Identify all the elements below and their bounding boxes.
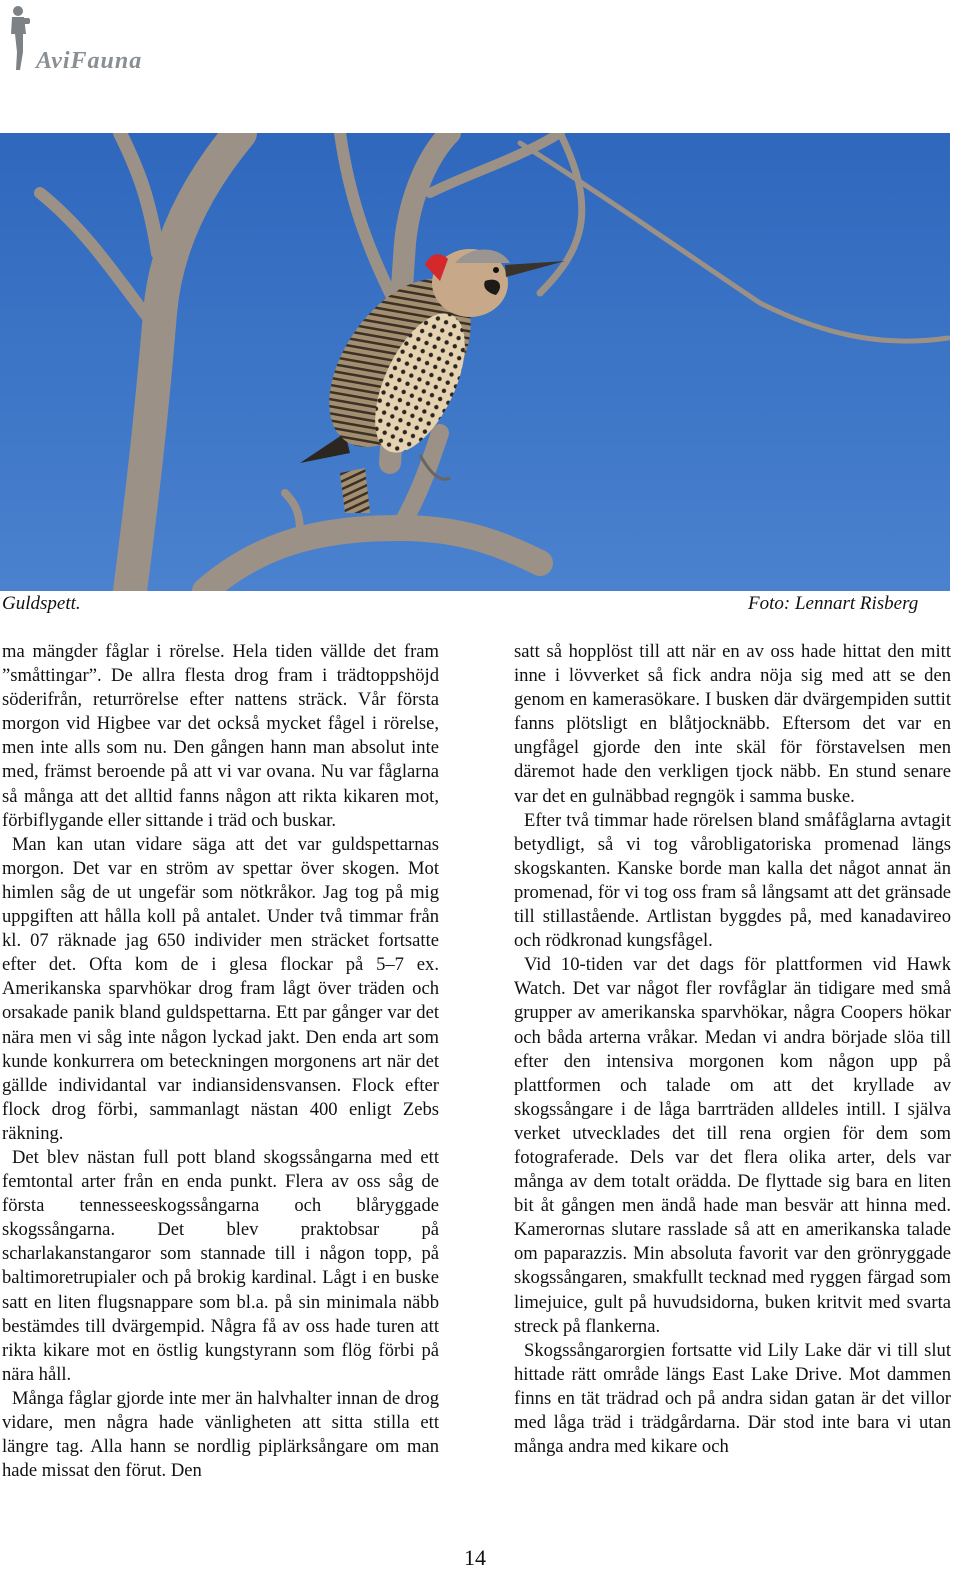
left-text-column <box>2 640 439 1483</box>
avifauna-logo <box>6 4 186 74</box>
paragraph: Många fåglar gjorde inte mer än halvhalter innan de drog vidare, men några hade vänligheten att sitta stilla ett längre tag. Alla hann se nordlig piplärksångare om man hade missat den förut. Den <box>2 1387 439 1482</box>
paragraph: Skogssångarorgien fortsatte vid Lily Lake där vi till slut hittade rätt område längs East Lake Drive. Mot dammen finns en tät trädrad och på andra sidan gatan är det villor med låga träd i trädgårdarna. Där stod inte bara vi utan många andra med kikare och <box>514 1339 951 1458</box>
logo-wordmark: AviFauna <box>36 48 143 74</box>
paragraph: satt så hopplöst till att när en av oss hade hittat den mitt inne i lövverket så fick andra nöja sig med att se den genom en kamerasökare. I busken där dvärgempiden suttit fanns plötsligt en blåtjocknäbb. Eftersom det var en ungfågel gjorde den inte skäl för förstavelsen men däremot hade den verkligen tjock näbb. En stund senare var det en gulnäbbad regngök i samma buske. <box>514 641 951 807</box>
paragraph: Vid 10-tiden var det dags för plattformen vid Hawk Watch. Det var något fler rovfåglar än tidigare med små grupper av amerikanska sparvhökar, några Coopers hökar och båda arterna vråkar. Medan vi andra började slöa till efter den intensiva morgonen kom någon upp på plattformen och talade om att det kryllade av skogssångare i de låga barrträden alldeles intill. I själva verket utvecklades det till rena orgien för dem som fotograferade. Dels var det flera olika arter, dels var många av dem totalt orädda. De flyttade sig bara en liten bit åt gången men ändå hade man besvär att hinna med. Kamerornas slutare rasslade så att en amerikanska talade om paparazzis. Min absoluta favorit var den grönryggade skogssångaren, smakfullt tecknad med ryggen färgad som limejuice, gult på huvudsidorna, buken kritvit med svarta streck på flankerna. <box>514 954 951 1337</box>
birdwatcher-logo-icon <box>6 4 36 74</box>
photo-caption: Guldspett. <box>2 593 81 614</box>
paragraph: ma mängder fåglar i rörelse. Hela tiden vällde det fram ”småttingar”. De allra flesta drog fram i trädtoppshöjd söderifrån, returrörelse efter nattens sträck. Vår första morgon vid Higbee var det också mycket fågel i rörelse, men inte alls som nu. Den gången hann man absolut inte med, främst beroende på att vi var ovana. Nu var fåglarna så många att det alltid fanns någon att rikta kikaren mot, förbiflygande eller sittande i träd och buskar. <box>2 641 439 831</box>
paragraph: Man kan utan vidare säga att det var guldspettarnas morgon. Det var en ström av spettar över skogen. Mot himlen såg de ut ungefär som nötkråkor. Jag tog på mig uppgiften att hålla koll på antalet. Under två timmar från kl. 07 räknade jag 650 individer men sträcket fortsatte efter det. Ofta kom de i glesa flockar på 5–7 ex. Amerikanska sparvhökar drog fram lågt över träden och orsakade panik bland guldspettarna. Ett par gånger var det nära men vi såg inte någon lyckad jakt. Den enda art som kunde konkurrera om beteckningen morgonens art när det gällde individantal var indiansidensvansen. Flock efter flock drog förbi, sammanlagt nästan 400 enligt Zebs räkning. <box>2 833 439 1144</box>
photo-credit: Foto: Lennart Risberg <box>748 593 919 614</box>
paragraph: Efter två timmar hade rörelsen bland småfåglarna avtagit betydligt, så vi tog vårobligatoriska promenad längs skogskanten. Kanske borde man kalla det något annat än promenad, för vi tog oss fram så långsamt att det gränsade till stillastående. Artlistan byggdes på, med kanadavireo och rödkronad kungsfågel. <box>514 809 951 952</box>
page-number: 14 <box>464 1545 486 1570</box>
northern-flicker-photo <box>0 133 950 591</box>
right-text-column <box>514 640 951 1459</box>
paragraph: Det blev nästan full pott bland skogssångarna med ett femtontal arter från en enda punkt. Flera av oss såg de första tennesseeskogssångarna och blåryggade skogssångarna. Det blev praktobsar på scharlakanstangaror som stannade till i någon topp, på baltimoretrupialer och på brokig kardinal. Lågt i en buske satt en liten flugsnappare som bl.a. på sin minimala näbb bestämdes till dvärgempid. Några få av oss hade turen att rikta kikare mot en östlig kungstyrann som flög förbi på nära håll. <box>2 1146 439 1385</box>
